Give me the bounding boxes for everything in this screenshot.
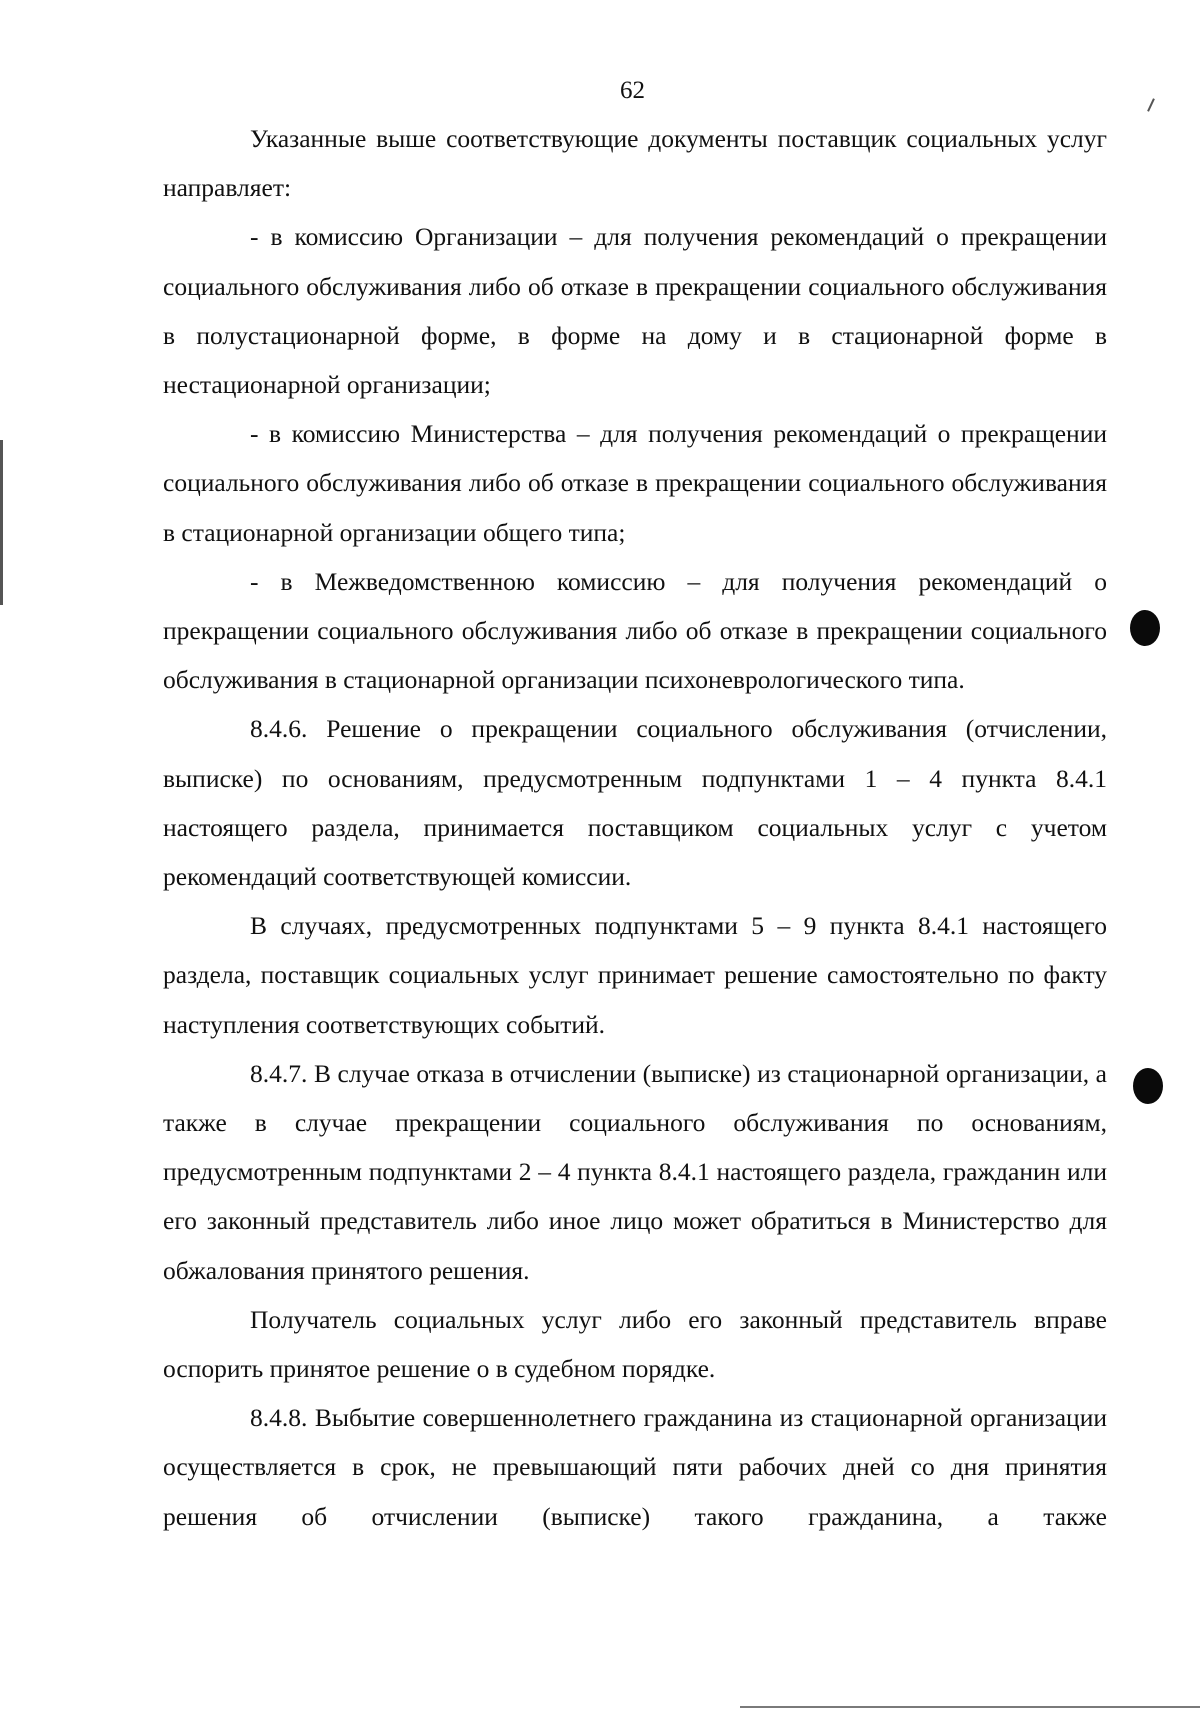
paragraph-organization-commission: - в комиссию Организации – для получения рекомендаций о прекращении социального обслуживания либо об отказе в прекращении социального обслуживания в полустационарной форме, в форме на дому и в стационарной форме в нестационарной организации; (163, 222, 1107, 400)
binding-edge-mark (0, 440, 3, 605)
paragraph-8-4-7: 8.4.7. В случае отказа в отчислении (выписке) из стационарной организации, а также в случае прекращении социального обслуживания по основаниям, предусмотренным подпунктами 2 – 4 пункта 8.4.1 настоящего раздела, гражданин или его законный представитель либо иное лицо может обратиться в Министерство для обжалования принятого решения. (163, 1058, 1107, 1285)
paragraph-8-4-8: 8.4.8. Выбытие совершеннолетнего гражданина из стационарной организации осуществляется в срок, не превышающий пяти рабочих дней со дня принятия решения об отчислении (выписке) такого гражданина, а также (163, 1403, 1107, 1531)
page-number: 62 (620, 77, 645, 104)
paragraph-cases-5-9: В случаях, предусмотренных подпунктами 5 – 9 пункта 8.4.1 настоящего раздела, поставщик социальных услуг принимает решение самостоятельно по факту наступления соответствующих событий. (163, 911, 1107, 1039)
paragraph-ministry-commission: - в комиссию Министерства – для получения рекомендаций о прекращении социального обслуживания либо об отказе в прекращении социального обслуживания в стационарной организации общего типа; (163, 419, 1107, 547)
scan-bottom-edge (740, 1706, 1200, 1708)
paragraph-intro: Указанные выше соответствующие документы поставщик социальных услуг направляет: (163, 124, 1107, 203)
paragraph-8-4-6: 8.4.6. Решение о прекращении социального обслуживания (отчислении, выписке) по основаниям, предусмотренным подпунктами 1 – 4 пункта 8.4.1 настоящего раздела, принимается поставщиком социальных услуг с учетом рекомендаций соответствующей комиссии. (163, 714, 1107, 892)
punch-hole (1130, 610, 1160, 646)
paragraph-recipient-appeal: Получатель социальных услуг либо его законный представитель вправе оспорить принятое решение о в судебном порядке. (163, 1304, 1107, 1384)
document-body (163, 114, 1107, 1541)
punch-hole (1133, 1068, 1163, 1104)
paragraph-interdepartmental-commission: - в Межведомственною комиссию – для получения рекомендаций о прекращении социального обслуживания либо об отказе в прекращении социального обслуживания в стационарной организации психоневрологического типа. (163, 566, 1107, 695)
